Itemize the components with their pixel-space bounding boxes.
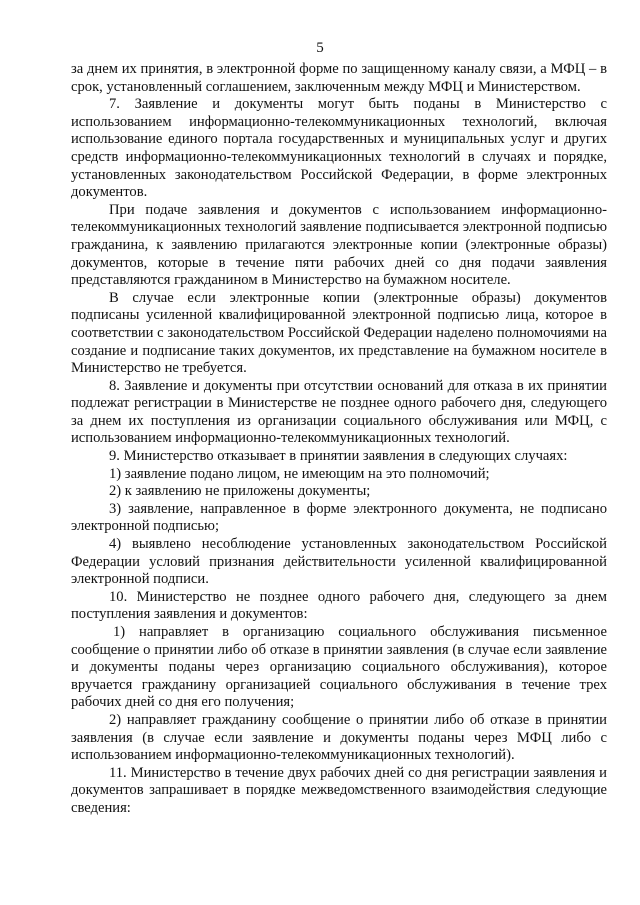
document-body [71, 61, 607, 818]
paragraph-item-8: 8. Заявление и документы при отсутствии оснований для отказа в их принятии подлежат регистрации в Министерстве не позднее одного рабочего дня, следующего за днем их поступления из организации социального обслуживания или МФЦ, с использованием информационно-телекоммуникационных технологий. [71, 377, 607, 447]
paragraph-item-11: 11. Министерство в течение двух рабочих дней со дня регистрации заявления и документов запрашивает в порядке межведомственного взаимодействия следующие сведения: [71, 764, 607, 816]
paragraph-qualified-signature: В случае если электронные копии (электронные образы) документов подписаны усиленной квалифицированной электронной подписью лица, которое в соответствии с законодательством Российской Федерации наделено полномочиями на создание и подписание таких документов, их представление на бумажном носителе в Министерство не требуется. [71, 289, 607, 377]
list-item-10-2: 2) направляет гражданину сообщение о принятии либо об отказе в принятии заявления (в случае если заявление и документы поданы через МФЦ либо с использованием информационно-телекоммуникационных технологий). [71, 711, 607, 764]
paragraph-item-7: 7. Заявление и документы могут быть поданы в Министерство с использованием информационно-телекоммуникационных технологий, включая использование единого портала государственных и муниципальных услуг и других средств информационно-телекоммуникационных технологий в случаях и порядке, установленных законодательством Российской Федерации, в форме электронных документов. [71, 96, 607, 201]
page-number: 5 [316, 40, 324, 56]
list-item-9-3: 3) заявление, направленное в форме электронного документа, не подписано электронной подписью; [71, 500, 607, 535]
list-item-10-1: 1) направляет в организацию социального обслуживания письменное сообщение о принятии либо об отказе в принятии заявления (в случае если заявление и документы поданы через организацию социального обслуживания), которое вручается гражданину организацией социального обслуживания в течение трех рабочих дней со дня его получения; [71, 624, 607, 711]
paragraph-signature-requirement: При подаче заявления и документов с использованием информационно-телекоммуникационных технологий заявление подписывается электронной подписью гражданина, к заявлению прилагаются электронные копии (электронные образы) документов, которые в течение пяти рабочих дней со дня подачи заявления представляются гражданином в Министерство на бумажном носителе. [71, 201, 607, 289]
list-item-9-4: 4) выявлено несоблюдение установленных законодательством Российской Федерации условий признания действительности усиленной квалифицированной электронной подписи. [71, 536, 607, 588]
list-item-9-1: 1) заявление подано лицом, не имеющим на это полномочий; [109, 465, 490, 482]
paragraph-continuation: за днем их принятия, в электронной форме по защищенному каналу связи, а МФЦ – в срок, установленный соглашением, заключенным между МФЦ и Министерством. [71, 61, 607, 95]
list-item-9-2: 2) к заявлению не приложены документы; [109, 483, 371, 500]
paragraph-item-10: 10. Министерство не позднее одного рабочего дня, следующего за днем поступления заявления и документов: [71, 588, 607, 623]
paragraph-item-9: 9. Министерство отказывает в принятии заявления в следующих случаях: [109, 448, 568, 465]
